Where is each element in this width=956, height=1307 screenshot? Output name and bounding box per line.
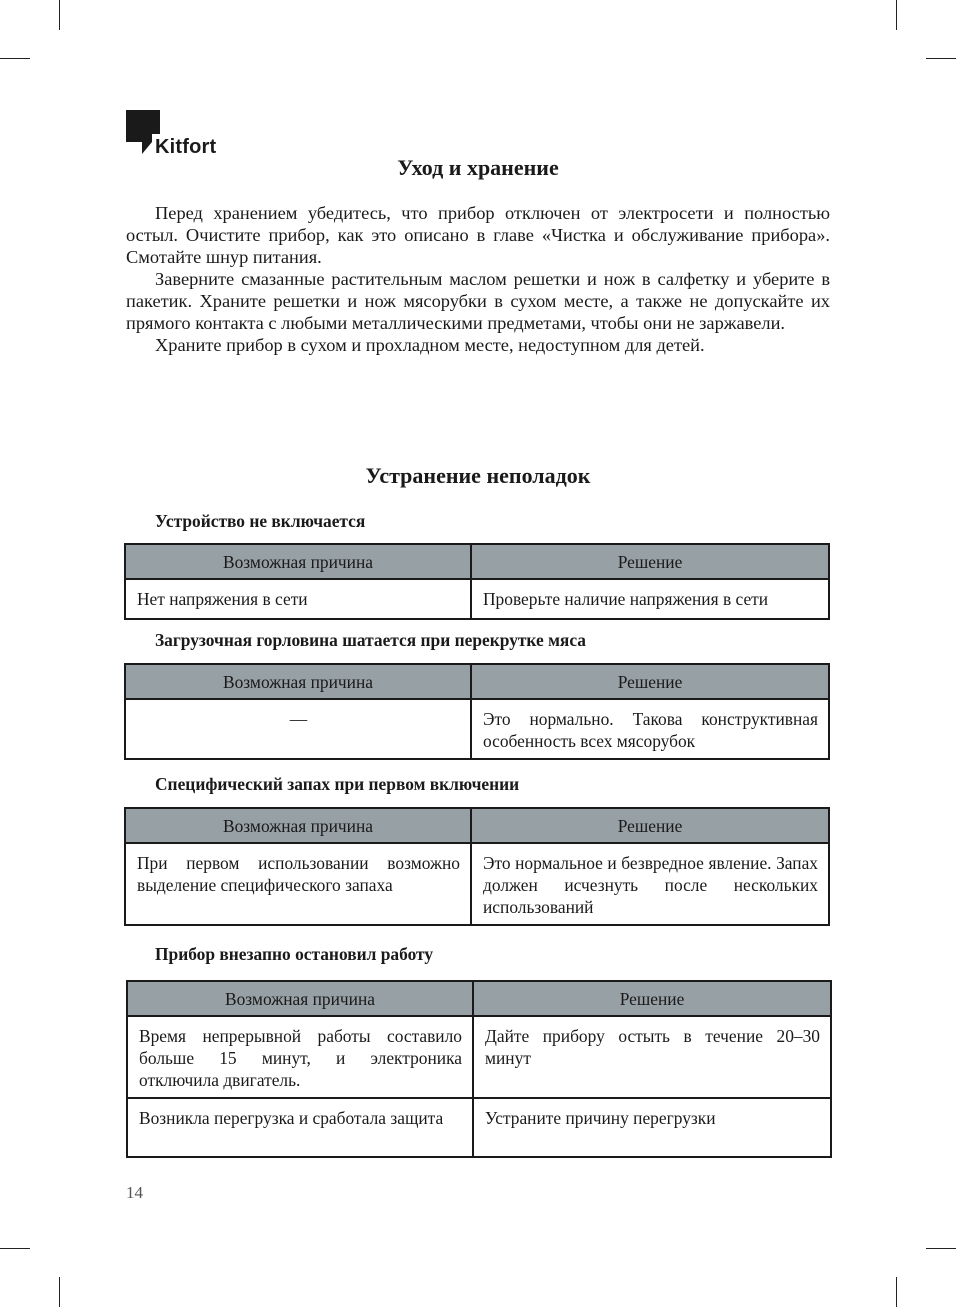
table-row — [125, 699, 829, 759]
column-header-cause: Возможная причина — [125, 544, 471, 579]
table-row — [125, 843, 829, 925]
solution-cell: Устраните причину перегрузки — [473, 1098, 831, 1157]
crop-mark — [896, 1277, 897, 1307]
solution-cell: Дайте прибору остыть в течение 20–30 минут — [473, 1016, 831, 1098]
care-paragraph: Перед хранением убедитесь, что прибор отключен от электросети и полностью остыл. Очистите прибор, как это описано в главе «Чистка и обслуживание прибора». Смотайте шнур питания. — [126, 203, 830, 267]
column-header-solution: Решение — [473, 981, 831, 1016]
brand-name: Kitfort — [155, 136, 217, 158]
crop-mark — [926, 58, 956, 59]
column-header-solution: Решение — [471, 544, 829, 579]
cause-cell: Нет напряжения в сети — [125, 579, 471, 619]
troubleshooting-table — [126, 980, 832, 1158]
crop-mark — [0, 58, 30, 59]
care-section-title: Уход и хранение — [397, 155, 559, 180]
table-row — [127, 1098, 831, 1157]
column-header-solution: Решение — [471, 808, 829, 843]
cause-cell: — — [125, 699, 471, 759]
table-row — [125, 579, 829, 619]
cause-cell: Возникла перегрузка и сработала защита — [127, 1098, 473, 1157]
troubleshooting-table — [124, 807, 830, 926]
troubleshooting-table — [124, 663, 830, 760]
column-header-cause: Возможная причина — [125, 808, 471, 843]
column-header-solution: Решение — [471, 664, 829, 699]
page-number: 14 — [126, 1183, 143, 1202]
column-header-cause: Возможная причина — [125, 664, 471, 699]
troubleshooting-title: Устранение неполадок — [365, 463, 591, 488]
column-header-cause: Возможная причина — [127, 981, 473, 1016]
cause-cell: При первом использовании возможно выделение специфического запаха — [125, 843, 471, 925]
crop-mark — [59, 0, 60, 30]
crop-mark — [896, 0, 897, 30]
problem-heading: Специфический запах при первом включении — [155, 774, 520, 794]
care-paragraph: Заверните смазанные растительным маслом решетки и нож в салфетку и уберите в пакетик. Храните решетки и нож мясорубки в сухом месте, а также не допускайте их прямого контакта с любыми металлическими предметами, чтобы они не заржавели. — [126, 269, 830, 333]
cause-cell: Время непрерывной работы составило больше 15 минут, и электроника отключила двигатель. — [127, 1016, 473, 1098]
brand-logo — [126, 110, 236, 160]
crop-mark — [0, 1248, 30, 1249]
care-paragraph: Храните прибор в сухом и прохладном месте, недоступном для детей. — [155, 335, 705, 355]
solution-cell: Это нормальное и безвредное явление. Запах должен исчезнуть после нескольких использований — [471, 843, 829, 925]
troubleshooting-table — [124, 543, 830, 620]
solution-cell: Это нормально. Такова конструктивная особенность всех мясорубок — [471, 699, 829, 759]
care-section-body — [126, 202, 830, 356]
crop-mark — [926, 1248, 956, 1249]
table-row — [127, 1016, 831, 1098]
problem-heading: Устройство не включается — [155, 511, 366, 531]
problem-heading: Загрузочная горловина шатается при перекрутке мяса — [155, 630, 586, 650]
crop-mark — [59, 1277, 60, 1307]
solution-cell: Проверьте наличие напряжения в сети — [471, 579, 829, 619]
problem-heading: Прибор внезапно остановил работу — [155, 944, 434, 964]
